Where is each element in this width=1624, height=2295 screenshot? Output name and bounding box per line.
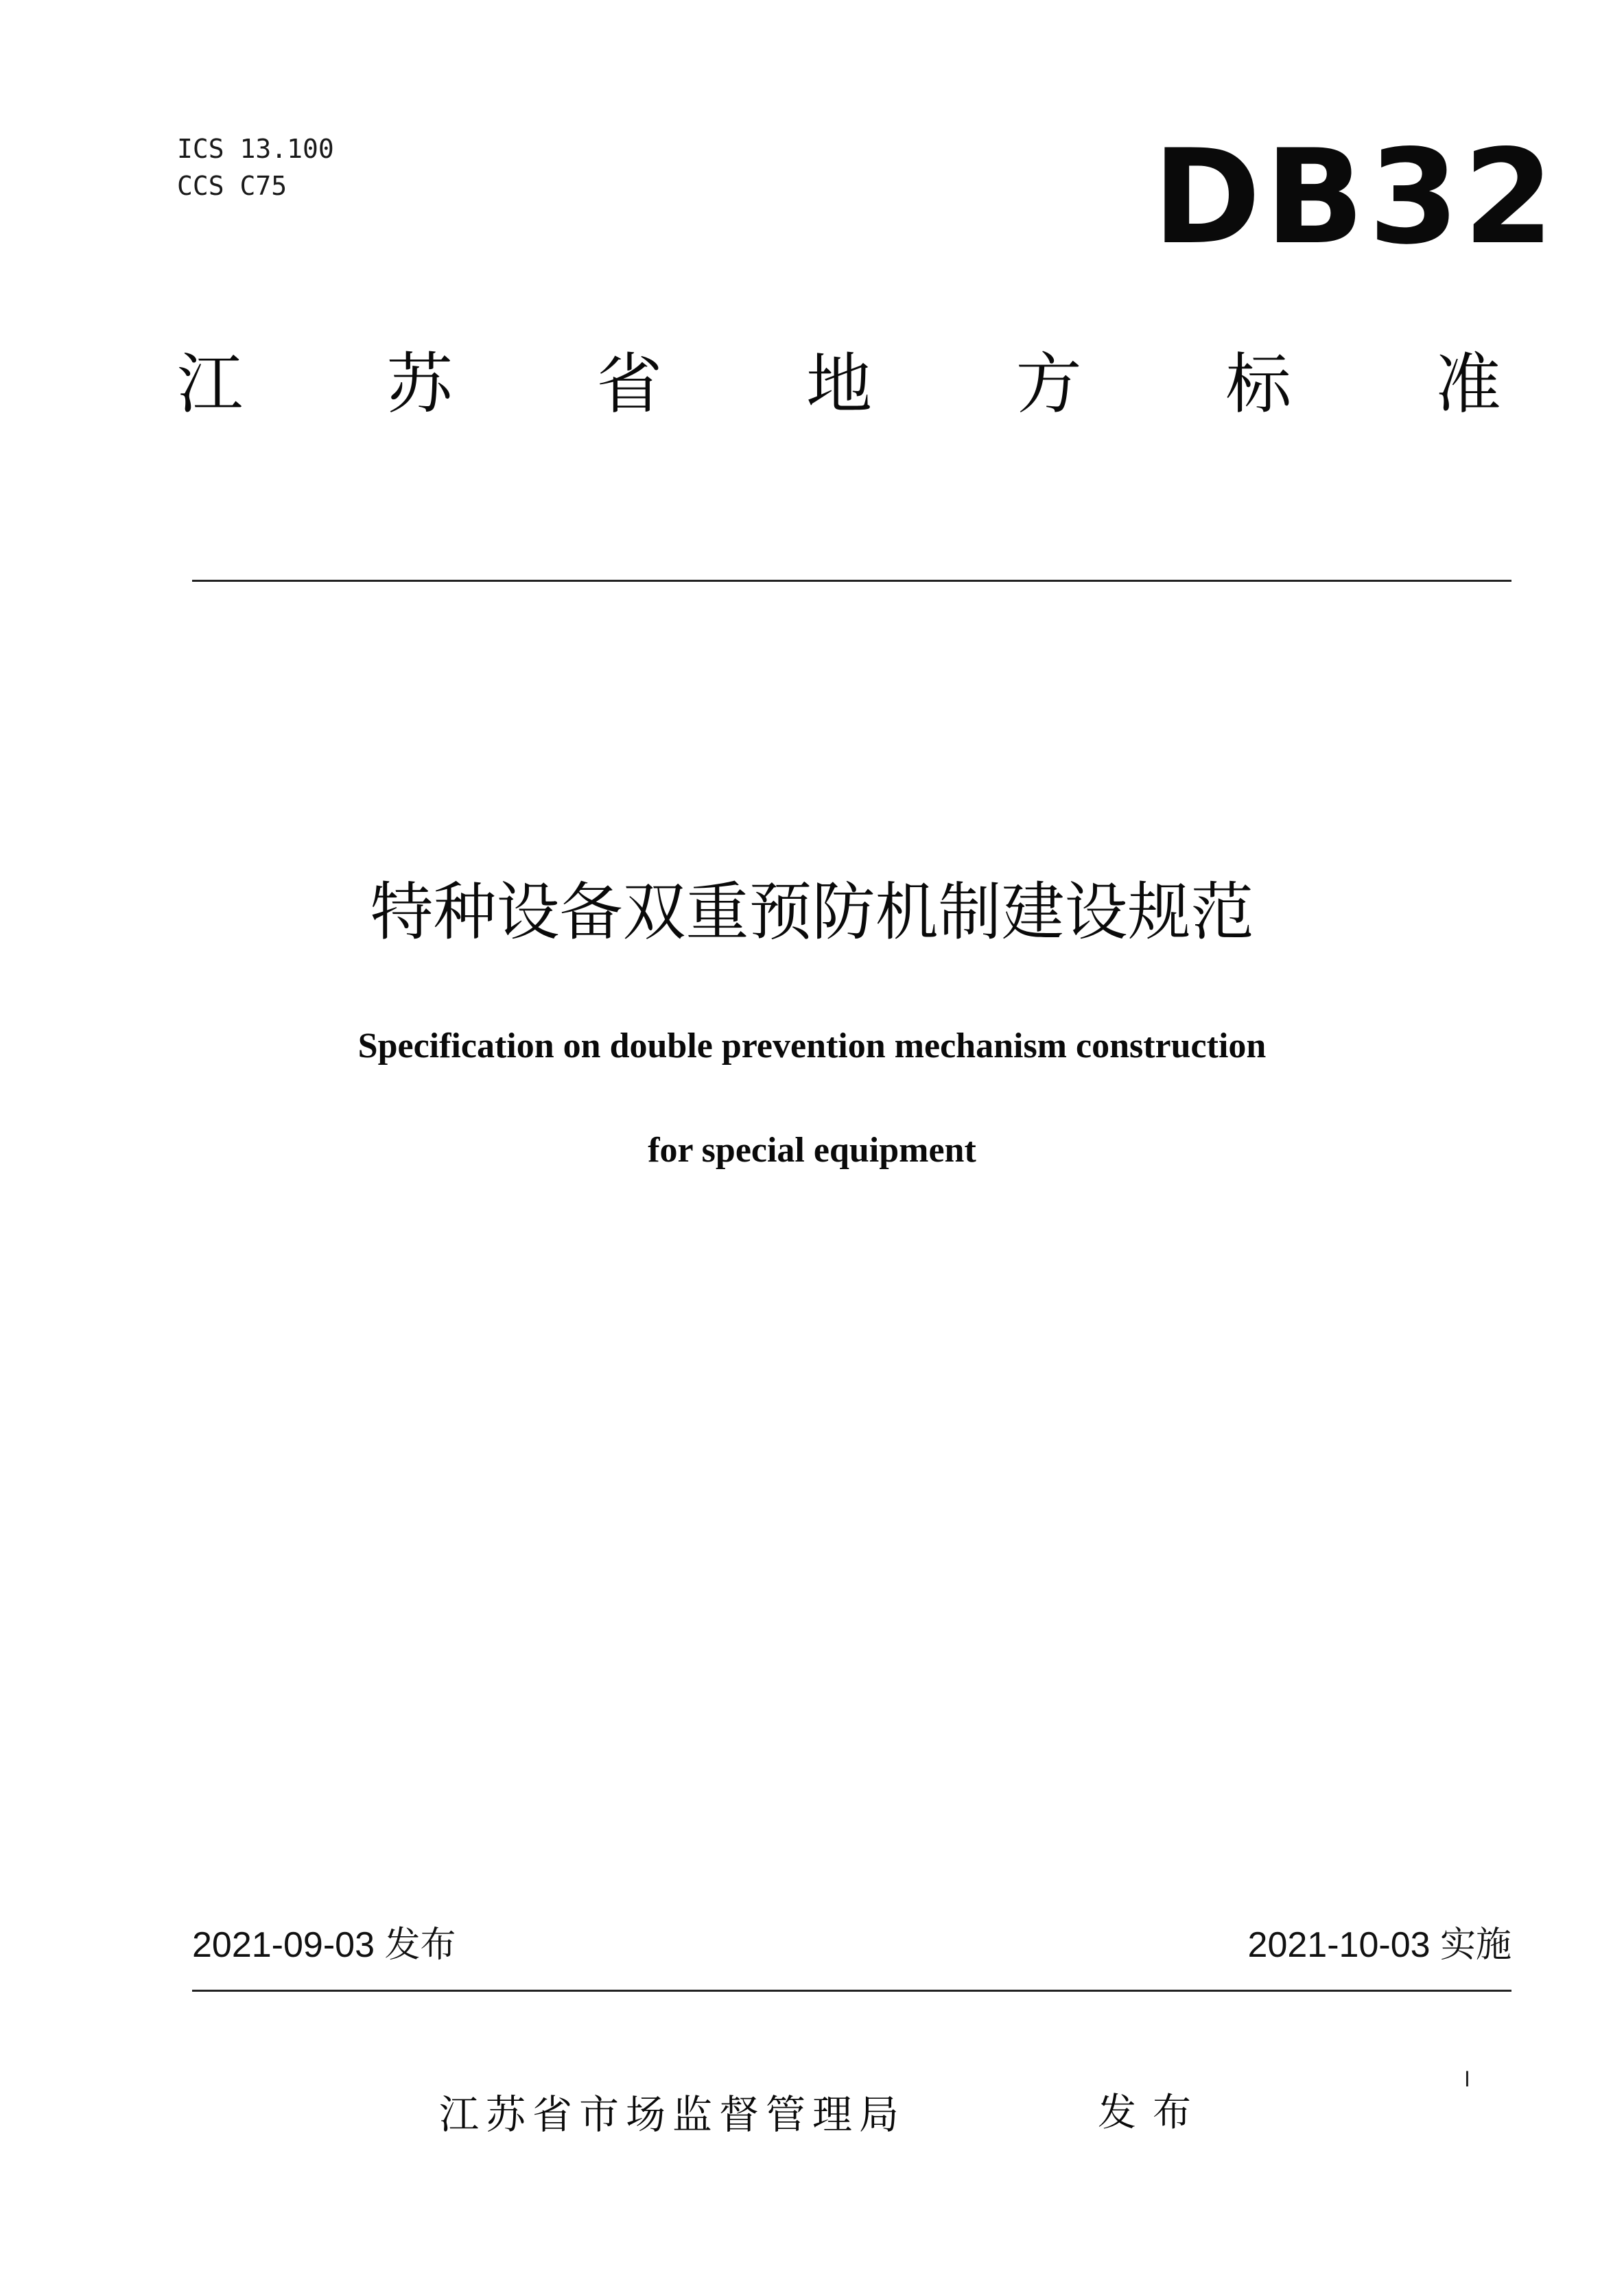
footer-divider bbox=[192, 1990, 1511, 1992]
db-code: DB32 bbox=[1153, 121, 1558, 273]
implementation-date: 2021-10-03 实施 bbox=[1247, 1925, 1511, 1965]
issue-label: 发布 bbox=[1098, 2091, 1208, 2135]
classification-codes bbox=[177, 130, 334, 204]
release-date: 2021-09-03 发布 bbox=[192, 1925, 456, 1965]
standard-type-char: 方 bbox=[1015, 346, 1082, 423]
document-title-english-line1: Specification on double prevention mechanism construction bbox=[357, 1026, 1267, 1066]
ccs-code: CCS C75 bbox=[177, 171, 287, 201]
standard-type-char: 江 bbox=[177, 346, 243, 423]
page-mark: I bbox=[1464, 2067, 1470, 2091]
standard-type-char: 省 bbox=[596, 346, 663, 423]
document-title-english-line2: for special equipment bbox=[648, 1131, 976, 1170]
issuing-authority: 江苏省市场监督管理局 bbox=[439, 2091, 906, 2138]
standard-type-char: 苏 bbox=[386, 346, 453, 423]
ics-code: ICS 13.100 bbox=[177, 134, 334, 164]
standard-type-heading bbox=[177, 343, 1501, 425]
standard-type-char: 准 bbox=[1435, 346, 1501, 423]
standard-type-char: 地 bbox=[805, 346, 872, 423]
header-divider bbox=[192, 580, 1511, 582]
standard-type-char: 标 bbox=[1225, 346, 1292, 423]
document-title-chinese: 特种设备双重预防机制建设规范 bbox=[370, 875, 1254, 949]
